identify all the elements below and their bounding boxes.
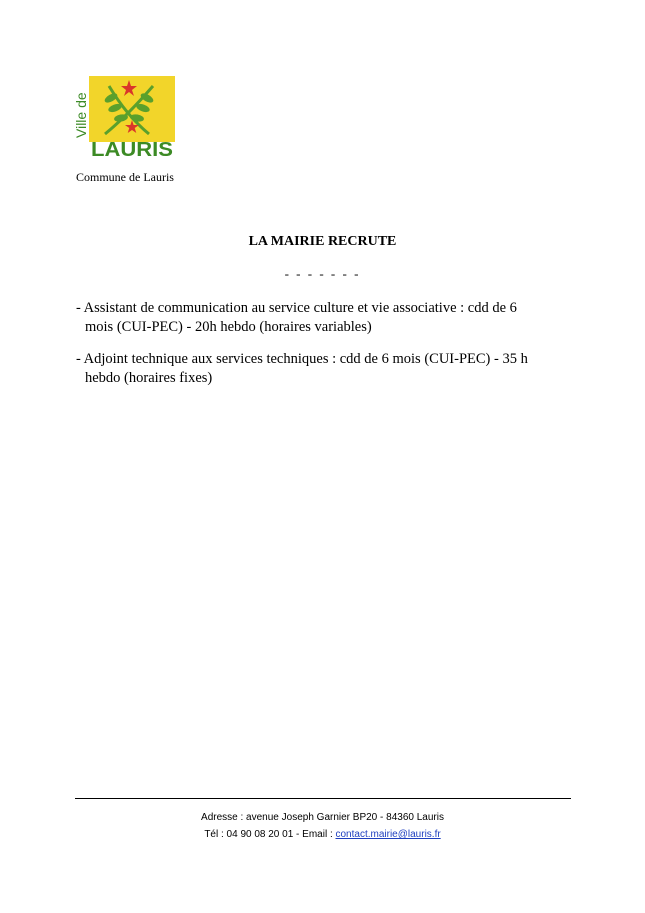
footer-phone: Tél : 04 90 08 20 01 - Email :	[204, 829, 336, 840]
job-offer	[76, 299, 576, 337]
email-link[interactable]: contact.mairie@lauris.fr	[335, 829, 441, 840]
lauris-logo	[73, 76, 175, 161]
job-line: hebdo (horaires fixes)	[85, 370, 213, 386]
job-line: - Adjoint technique aux services techniques : cdd de 6 mois (CUI-PEC) - 35 h	[76, 351, 528, 367]
footer-divider	[75, 798, 571, 799]
job-line: - Assistant de communication au service culture et vie associative : cdd de 6	[76, 300, 517, 316]
footer-address: Adresse : avenue Joseph Garnier BP20 - 84360 Lauris	[201, 812, 444, 823]
logo-line1: Ville de	[73, 92, 89, 138]
title-separator: - - - - - - -	[284, 266, 361, 281]
footer-contact	[0, 829, 645, 840]
page-title: LA MAIRIE RECRUTE	[248, 234, 397, 249]
commune-name: Commune de Lauris	[76, 170, 174, 184]
job-line: mois (CUI-PEC) - 20h hebdo (horaires variables)	[85, 319, 372, 335]
job-offer	[76, 350, 576, 388]
logo-line2: LAURIS	[91, 139, 173, 161]
